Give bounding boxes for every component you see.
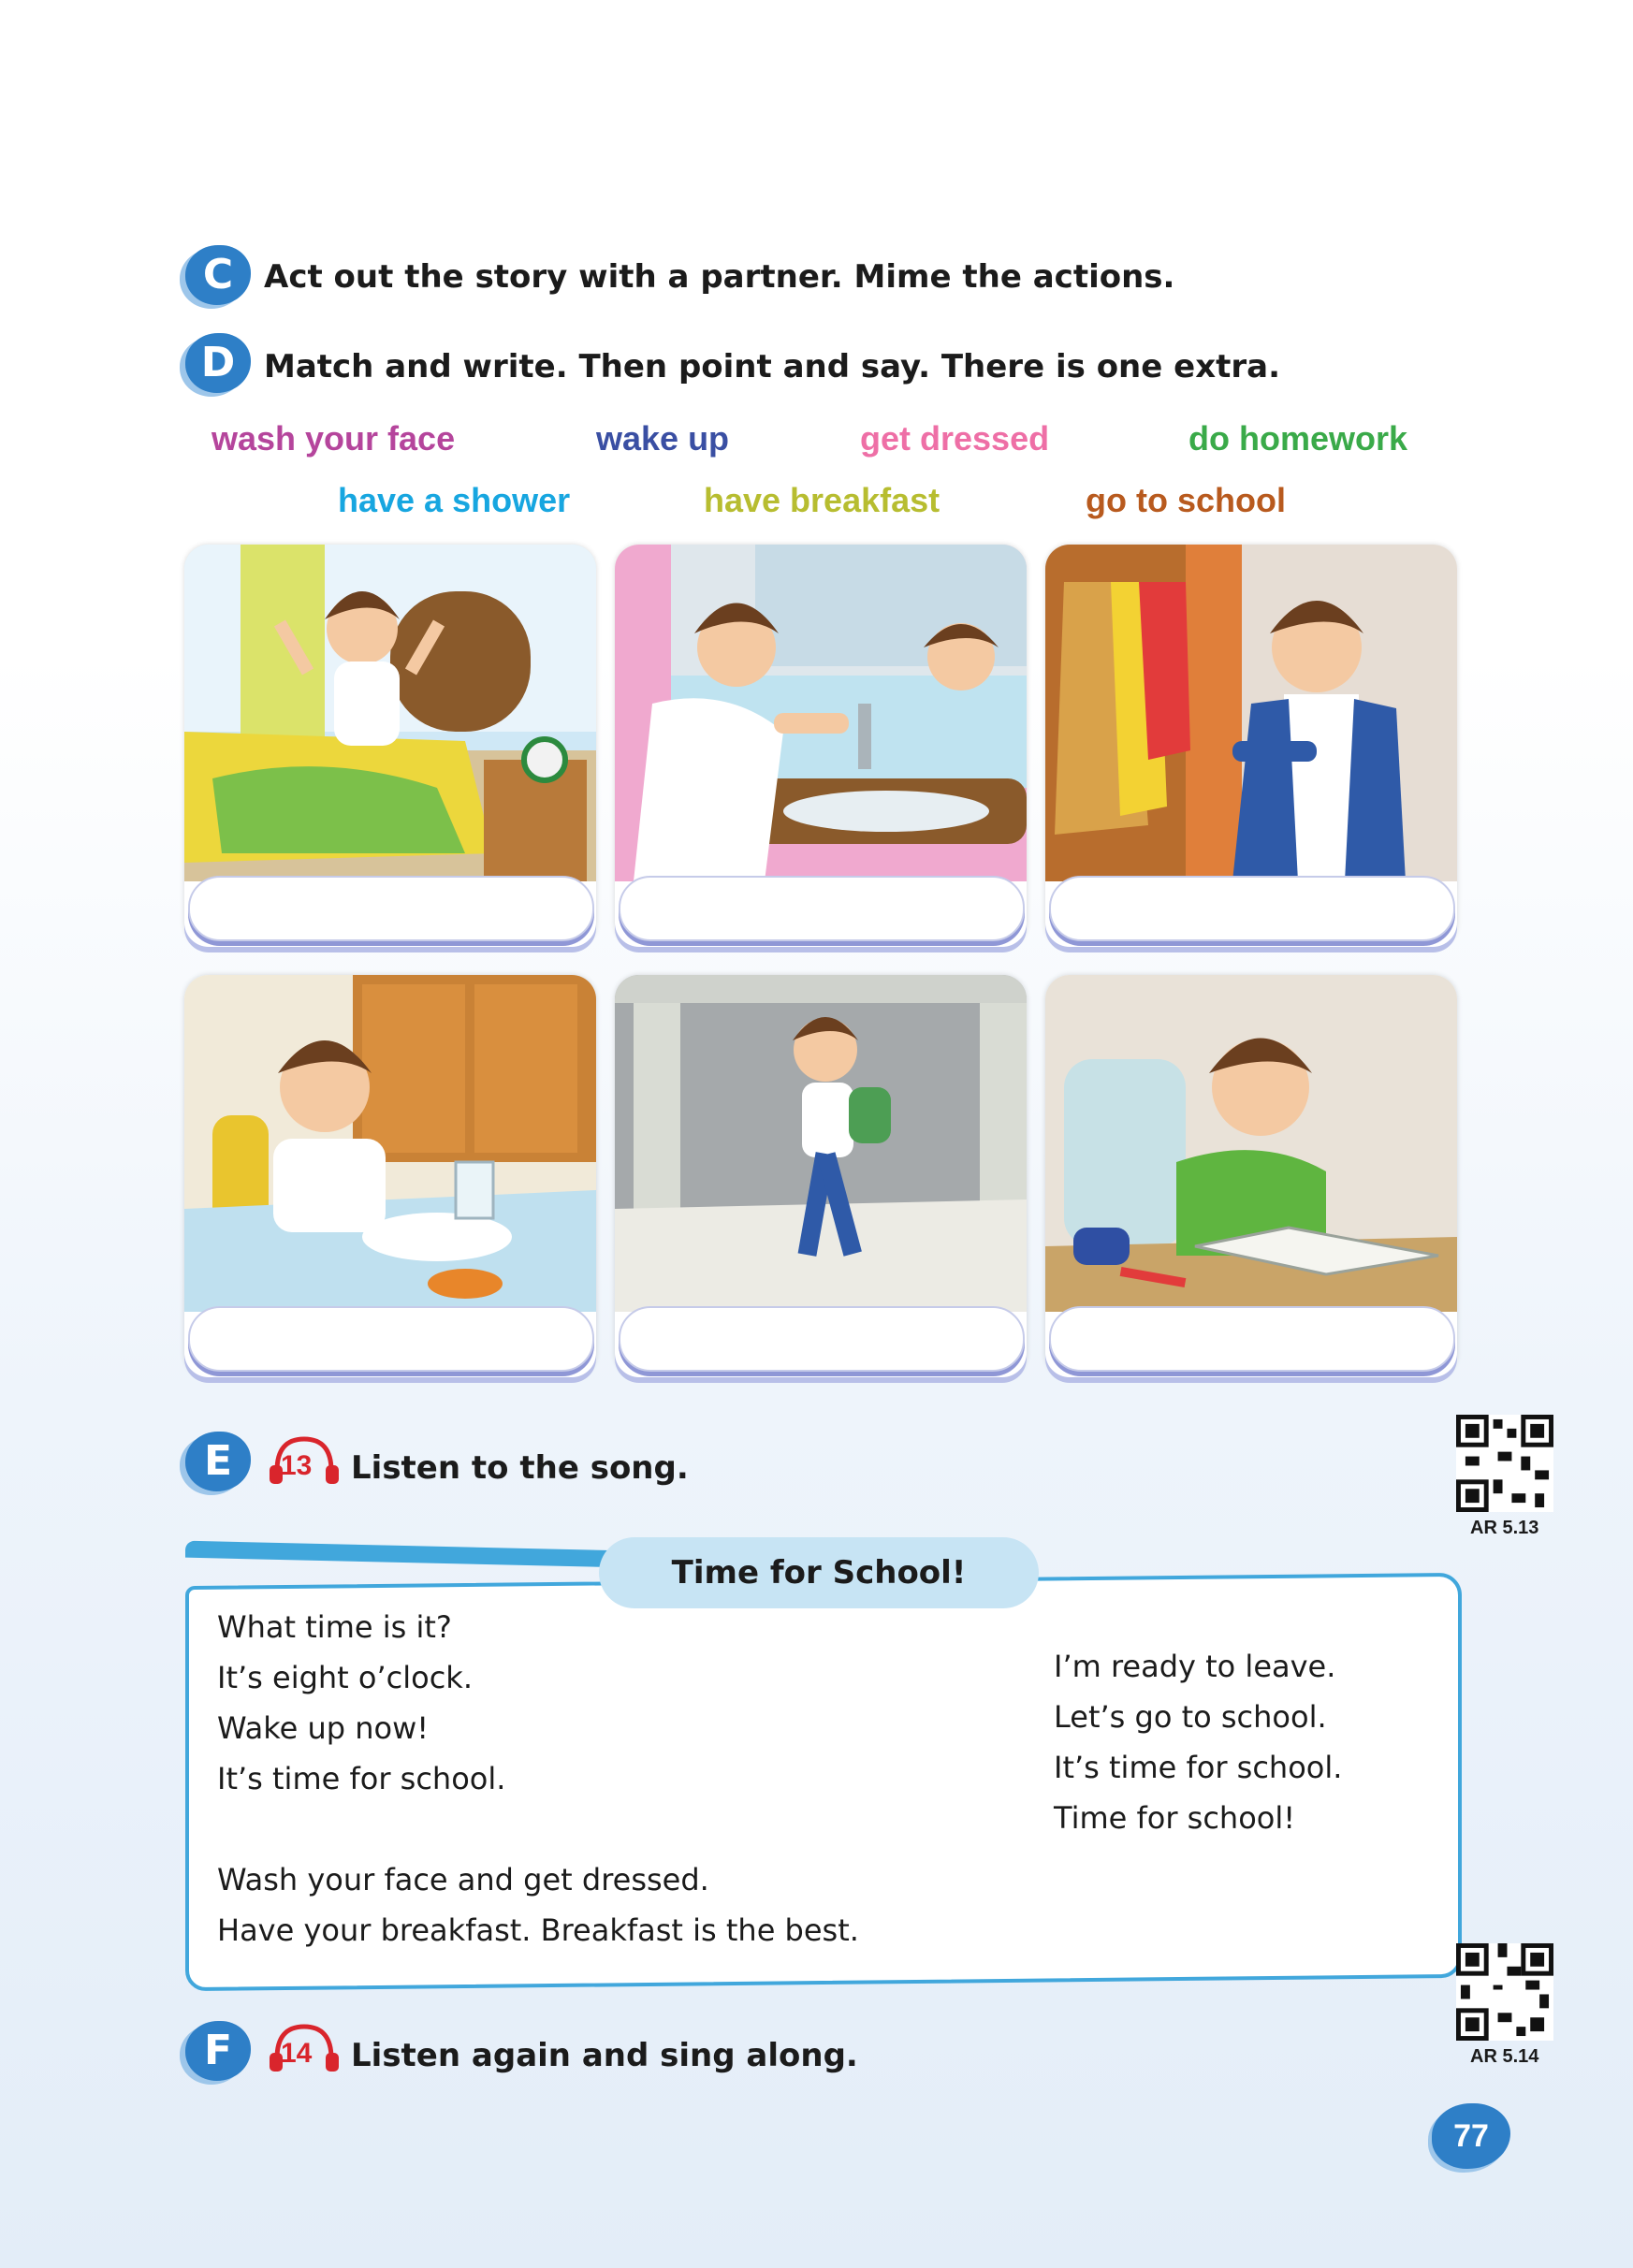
answer-field[interactable]	[1049, 1306, 1455, 1372]
song-box-top-stripe	[185, 1541, 625, 1568]
section-e-instruction: Listen to the song.	[351, 1449, 689, 1487]
boy-washing-face-at-sink-illustration	[615, 545, 1027, 881]
word-bank-item: wake up	[596, 419, 730, 458]
word-bank-item: wash your face	[211, 419, 456, 458]
page-number: 77	[1432, 2103, 1510, 2169]
section-f-instruction: Listen again and sing along.	[351, 2037, 858, 2074]
word-bank-item: get dressed	[860, 419, 1050, 458]
section-d-instruction: Match and write. Then point and say. There is one extra.	[264, 348, 1281, 385]
answer-field[interactable]	[188, 876, 594, 941]
section-c-instruction: Act out the story with a partner. Mime the actions.	[264, 258, 1175, 296]
boy-doing-homework-illustration	[1045, 975, 1457, 1312]
section-f-badge: F	[185, 2021, 251, 2081]
picture-card-wake-up	[184, 545, 596, 947]
picture-card-wash-face	[615, 545, 1027, 947]
boy-waking-up-in-bed-illustration	[184, 545, 596, 881]
word-bank-item: have breakfast	[704, 481, 940, 519]
qr-code-label: AR 5.13	[1470, 1518, 1539, 1538]
picture-card-get-dressed	[1045, 545, 1457, 947]
word-bank-item: do homework	[1188, 419, 1408, 458]
lyric-line: I’m ready to leave.	[1054, 1649, 1336, 1684]
word-bank-item: go to school	[1086, 481, 1286, 519]
track-number: 13	[281, 1450, 313, 1481]
section-c-badge: C	[185, 245, 251, 305]
picture-card-go-to-school	[615, 975, 1027, 1377]
lyric-line: Have your breakfast. Breakfast is the best.	[217, 1912, 859, 1948]
boy-getting-dressed-at-wardrobe-illustration	[1045, 545, 1457, 881]
section-d-badge: D	[185, 333, 251, 393]
answer-field[interactable]	[619, 1306, 1025, 1372]
qr-code-icon	[1456, 1415, 1553, 1512]
song-title: Time for School!	[599, 1537, 1039, 1608]
boy-walking-to-school-illustration	[615, 975, 1027, 1312]
qr-code-icon	[1456, 1943, 1553, 2041]
lyric-line: It’s eight o’clock.	[217, 1660, 473, 1695]
lyric-line: Time for school!	[1054, 1800, 1296, 1836]
answer-field[interactable]	[188, 1306, 594, 1372]
qr-code-label: AR 5.14	[1470, 2046, 1539, 2067]
lyric-line: It’s time for school.	[217, 1761, 506, 1796]
section-e-badge: E	[185, 1432, 251, 1491]
track-number: 14	[281, 2038, 313, 2069]
answer-field[interactable]	[1049, 876, 1455, 941]
answer-field[interactable]	[619, 876, 1025, 941]
lyric-line: It’s time for school.	[1054, 1750, 1343, 1785]
lyric-line: Wake up now!	[217, 1710, 430, 1746]
word-bank-item: have a shower	[338, 481, 571, 519]
lyric-line: Wash your face and get dressed.	[217, 1862, 709, 1897]
picture-card-do-homework	[1045, 975, 1457, 1377]
boy-having-breakfast-illustration	[184, 975, 596, 1312]
lyric-line: Let’s go to school.	[1054, 1699, 1327, 1735]
picture-card-have-breakfast	[184, 975, 596, 1377]
lyric-line: What time is it?	[217, 1609, 452, 1645]
